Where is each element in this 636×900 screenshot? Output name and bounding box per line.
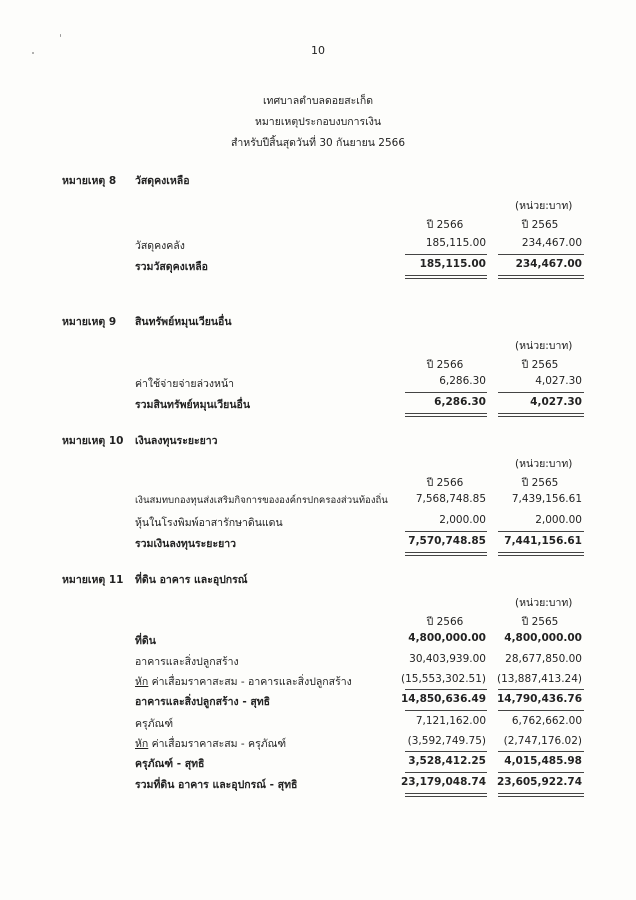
- double-underline: [405, 413, 487, 417]
- total-value-2565: 7,441,156.61: [504, 535, 582, 547]
- equipment-dep-label: [135, 735, 286, 752]
- land-value-2566: 4,800,000.00: [408, 632, 486, 644]
- divider: [498, 254, 584, 255]
- row-value-2566: 185,115.00: [425, 237, 486, 249]
- less-prefix: หัก: [135, 676, 149, 688]
- equipment-label: ครุภัณฑ์: [135, 718, 174, 730]
- building-value-2565: 28,677,850.00: [505, 653, 582, 665]
- scan-speck: [60, 34, 61, 37]
- total-value-2566: 185,115.00: [419, 258, 486, 270]
- equipment-value-2566: 7,121,162.00: [415, 715, 486, 727]
- row-label: วัสดุคงคลัง: [135, 240, 185, 252]
- divider: [405, 531, 487, 532]
- double-underline: [498, 413, 584, 417]
- divider: [498, 392, 584, 393]
- total-label: รวมที่ดิน อาคาร และอุปกรณ์ - สุทธิ: [135, 779, 298, 791]
- equipment-value-2565: 6,762,662.00: [511, 715, 582, 727]
- col-header-2565: ปี 2565: [521, 359, 559, 371]
- divider: [498, 531, 584, 532]
- total-label: รวมเงินลงทุนระยะยาว: [135, 538, 237, 550]
- total-value-2565: 23,605,922.74: [496, 776, 582, 788]
- row-label: ค่าใช้จ่ายจ่ายล่วงหน้า: [135, 378, 235, 390]
- org-name: เทศบาลตำบลดอยสะเก็ด: [262, 95, 374, 107]
- divider: [405, 254, 487, 255]
- building-dep-value-2566: (15,553,302.51): [400, 673, 486, 685]
- building-value-2566: 30,403,939.00: [409, 653, 486, 665]
- row-label: เงินสมทบกองทุนส่งเสริมกิจการขององค์กรปกครองส่วนท้องถิ่น: [135, 495, 388, 506]
- total-value-2566: 6,286.30: [434, 396, 486, 408]
- period-label: สำหรับปีสิ้นสุดวันที่ 30 กันยายน 2566: [230, 137, 405, 149]
- total-label: รวมวัสดุคงเหลือ: [135, 261, 208, 273]
- unit-label: (หน่วย:บาท): [515, 340, 573, 352]
- double-underline: [405, 793, 487, 797]
- note8-label: หมายเหตุ 8: [62, 175, 117, 187]
- equipment-dep-value-2565: (2,747,176.02): [503, 735, 582, 747]
- col-header-2566: ปี 2566: [426, 359, 464, 371]
- building-net-label: อาคารและสิ่งปลูกสร้าง - สุทธิ: [135, 696, 271, 708]
- col-header-2566: ปี 2566: [426, 477, 464, 489]
- unit-label: (หน่วย:บาท): [515, 597, 573, 609]
- row-value-2566: 2,000.00: [439, 514, 486, 526]
- note10-label: หมายเหตุ 10: [62, 435, 124, 447]
- row-value-2565: 7,439,156.61: [511, 493, 582, 505]
- equipment-net-value-2566: 3,528,412.25: [408, 755, 486, 767]
- note11-label: หมายเหตุ 11: [62, 574, 124, 586]
- land-label: ที่ดิน: [135, 635, 156, 647]
- total-value-2566: 23,179,048.74: [400, 776, 486, 788]
- row-value-2566: 6,286.30: [439, 375, 486, 387]
- row-value-2565: 2,000.00: [535, 514, 582, 526]
- unit-label: (หน่วย:บาท): [515, 200, 573, 212]
- total-value-2565: 234,467.00: [515, 258, 582, 270]
- page-number: 10: [311, 44, 325, 57]
- equipment-net-value-2565: 4,015,485.98: [504, 755, 582, 767]
- row-value-2565: 4,027.30: [535, 375, 582, 387]
- land-value-2565: 4,800,000.00: [504, 632, 582, 644]
- note9-title: สินทรัพย์หมุนเวียนอื่น: [135, 316, 232, 328]
- double-underline: [498, 793, 584, 797]
- double-underline: [498, 275, 584, 279]
- divider: [498, 772, 584, 773]
- divider: [405, 772, 487, 773]
- total-value-2565: 4,027.30: [530, 396, 582, 408]
- note11-title: ที่ดิน อาคาร และอุปกรณ์: [135, 574, 248, 586]
- divider: [405, 710, 487, 711]
- col-header-2566: ปี 2566: [426, 219, 464, 231]
- unit-label: (หน่วย:บาท): [515, 458, 573, 470]
- equipment-dep-text: ค่าเสื่อมราคาสะสม - ครุภัณฑ์: [148, 738, 287, 750]
- building-dep-label: [135, 673, 352, 690]
- building-dep-text: ค่าเสื่อมราคาสะสม - อาคารและสิ่งปลูกสร้าง: [148, 676, 352, 688]
- building-dep-value-2565: (13,887,413.24): [496, 673, 582, 685]
- col-header-2566: ปี 2566: [426, 616, 464, 628]
- double-underline: [405, 552, 487, 556]
- divider: [498, 689, 584, 690]
- total-label: รวมสินทรัพย์หมุนเวียนอื่น: [135, 399, 250, 411]
- row-value-2565: 234,467.00: [521, 237, 582, 249]
- doc-title: หมายเหตุประกอบงบการเงิน: [254, 116, 382, 128]
- divider: [405, 751, 487, 752]
- row-label: หุ้นในโรงพิมพ์อาสารักษาดินแดน: [135, 517, 283, 529]
- building-net-value-2566: 14,850,636.49: [400, 693, 486, 705]
- divider: [405, 392, 487, 393]
- double-underline: [498, 552, 584, 556]
- total-value-2566: 7,570,748.85: [408, 535, 486, 547]
- divider: [498, 751, 584, 752]
- building-net-value-2565: 14,790,436.76: [496, 693, 582, 705]
- note9-label: หมายเหตุ 9: [62, 316, 117, 328]
- col-header-2565: ปี 2565: [521, 477, 559, 489]
- building-label: อาคารและสิ่งปลูกสร้าง: [135, 656, 239, 668]
- note8-title: วัสดุคงเหลือ: [135, 175, 190, 187]
- equipment-dep-value-2566: (3,592,749.75): [407, 735, 486, 747]
- col-header-2565: ปี 2565: [521, 616, 559, 628]
- row-value-2566: 7,568,748.85: [415, 493, 486, 505]
- double-underline: [405, 275, 487, 279]
- equipment-net-label: ครุภัณฑ์ - สุทธิ: [135, 758, 205, 770]
- divider: [405, 689, 487, 690]
- col-header-2565: ปี 2565: [521, 219, 559, 231]
- less-prefix: หัก: [135, 738, 149, 750]
- note10-title: เงินลงทุนระยะยาว: [135, 435, 218, 447]
- divider: [498, 710, 584, 711]
